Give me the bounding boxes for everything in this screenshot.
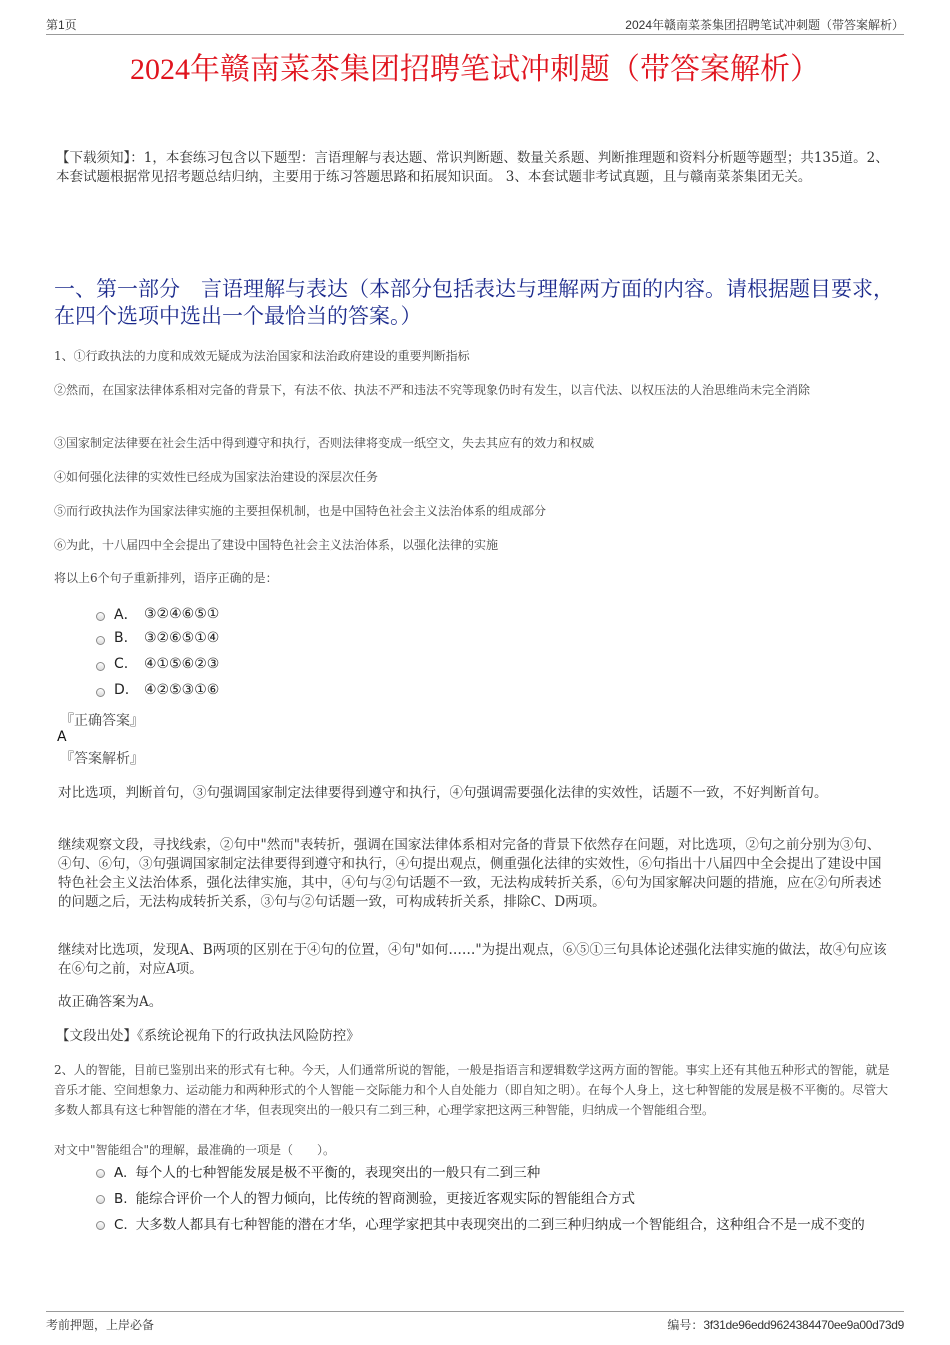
option-text: 大多数人都具有七种智能的潜在才华，心理学家把其中表现突出的二到三种归纳成一个智能组合，这种组合不是一成不变的: [135, 1217, 865, 1233]
option-letter: A．: [114, 607, 138, 623]
q1-prompt: 将以上6个句子重新排列，语序正确的是：: [54, 571, 278, 585]
document-title: 2024年赣南菜茶集团招聘笔试冲刺题（带答案解析）: [130, 53, 820, 86]
option-text: ④②⑤③①⑥: [144, 682, 220, 698]
q1-sentence-6: ⑥为此，十八届四中全会提出了建设中国特色社会主义法治体系，以强化法律的实施: [54, 538, 499, 552]
q1-sentence-3: ③国家制定法律要在社会生活中得到遵守和执行，否则法律将变成一纸空文，失去其应有的效力和权威: [54, 436, 595, 450]
radio-icon[interactable]: [96, 1221, 105, 1230]
correct-answer-label: 『正确答案』: [60, 713, 144, 729]
q2-option-c[interactable]: [96, 1214, 886, 1236]
correct-answer-value: A: [57, 729, 67, 745]
analysis-paragraph-3: 继续对比选项，发现A、B两项的区别在于④句的位置，④句"如何……"为提出观点，⑥⑤①三句具体论述强化法律实施的做法，故④句应该在⑥句之前，对应A项。: [58, 942, 887, 977]
q2-prompt: 对文中"智能组合"的理解，最准确的一项是（ ）。: [54, 1143, 336, 1157]
radio-icon[interactable]: [96, 1169, 105, 1178]
document-code: [667, 1316, 904, 1333]
q1-option-b[interactable]: [96, 630, 219, 646]
radio-icon[interactable]: [96, 688, 105, 697]
section-title: 一、第一部分 言语理解与表达（本部分包括表达与理解两方面的内容。请根据题目要求，在四个选项中选出一个最恰当的答案。）: [54, 277, 894, 328]
q1-option-a[interactable]: [96, 604, 219, 624]
download-notice: 【下载须知】：1，本套练习包含以下题型：言语理解与表达题、常识判断题、数量关系题、判断推理题和资料分析题等题型；共135道。2、本套试题根据常见招考题总结归纳，主要用于练习答题思路和拓展知识面。 3、本套试题非考试真题，且与赣南菜茶集团无关。: [56, 150, 889, 185]
option-text: ④①⑤⑥②③: [144, 656, 220, 672]
option-letter: C.: [114, 1217, 128, 1233]
option-text: ③②⑥⑤①④: [144, 630, 220, 646]
q2-option-a[interactable]: [96, 1162, 896, 1184]
option-letter: C.: [114, 656, 129, 672]
radio-icon[interactable]: [96, 636, 105, 645]
radio-icon[interactable]: [96, 662, 105, 671]
q1-option-c[interactable]: [96, 656, 219, 672]
option-text: 能综合评价一个人的智力倾向，比传统的智商测验，更接近客观实际的智能组合方式: [135, 1191, 636, 1207]
option-text: 每个人的七种智能发展是极不平衡的，表现突出的一般只有二到三种: [135, 1165, 541, 1181]
radio-icon[interactable]: [96, 1195, 105, 1204]
q1-sentence-4: ④如何强化法律的实效性已经成为国家法治建设的深层次任务: [54, 470, 379, 484]
q2-option-b[interactable]: [96, 1188, 896, 1210]
analysis-paragraph-4: 故正确答案为A。: [58, 994, 163, 1010]
page-footer: [46, 1311, 904, 1334]
option-text: ③②④⑥⑤①: [144, 606, 220, 622]
option-letter: A.: [114, 1165, 128, 1181]
q2-passage: 2、人的智能，目前已鉴别出来的形式有七种。今天，人们通常所说的智能，一般是指语言和逻辑数学这两方面的智能。事实上还有其他五种形式的智能，就是音乐才能、空间想象力、运动能力和两种形式的个人智能－交际能力和个人自处能力（即自知之明）。在每个人身上，这七种智能的发展是极不平衡的。尽管大多数人都具有这七种智能的潜在才华，但表现突出的一般只有二到三种，心理学家把这两三种智能，归纳成一个智能组合型。: [54, 1063, 890, 1117]
option-letter: B.: [114, 1191, 128, 1207]
option-letter: B.: [114, 630, 129, 646]
analysis-paragraph-2: 继续观察文段，寻找线索，②句中"然而"表转折，强调在国家法律体系相对完备的背景下依然存在问题，对比选项，②句之前分别为③句、④句、⑥句，③句强调国家制定法律要得到遵守和执行，④句提出观点，侧重强化法律的实效性，⑥句指出十八届四中全会提出了建设中国特色社会主义法治体系，强化法律实施，其中，④句与②句话题不一致，无法构成转折关系，⑥句为国家解决问题的措施，应在②句所表述的问题之后，无法构成转折关系，③句与②句话题一致，可构成转折关系，排除C、D两项。: [58, 837, 882, 910]
passage-source: 【文段出处】《系统论视角下的行政执法风险防控》: [56, 1028, 360, 1044]
q1-sentence-1: 1、①行政执法的力度和成效无疑成为法治国家和法治政府建设的重要判断指标: [54, 349, 470, 363]
radio-icon[interactable]: [96, 612, 105, 621]
q1-sentence-2: ②然而，在国家法律体系相对完备的背景下，有法不依、执法不严和违法不究等现象仍时有发生，以言代法、以权压法的人治思维尚未完全消除: [54, 383, 811, 397]
q1-option-d[interactable]: [96, 682, 219, 698]
analysis-paragraph-1: 对比选项，判断首句，③句强调国家制定法律要得到遵守和执行，④句强调需要强化法律的实效性，话题不一致，不好判断首句。: [58, 785, 828, 801]
code-label: 编号：: [667, 1318, 704, 1332]
page-number: 第1页: [46, 18, 77, 32]
footer-slogan: 考前押题，上岸必备: [46, 1318, 155, 1332]
q1-sentence-5: ⑤而行政执法作为国家法律实施的主要担保机制，也是中国特色社会主义法治体系的组成部分: [54, 504, 547, 518]
page-header: [46, 14, 904, 35]
header-doc-title: 2024年赣南菜茶集团招聘笔试冲刺题（带答案解析）: [625, 18, 904, 32]
option-letter: D.: [114, 682, 130, 698]
code-value: 3f31de96edd9624384470ee9a00d73d9: [703, 1318, 904, 1332]
analysis-label: 『答案解析』: [60, 751, 144, 767]
